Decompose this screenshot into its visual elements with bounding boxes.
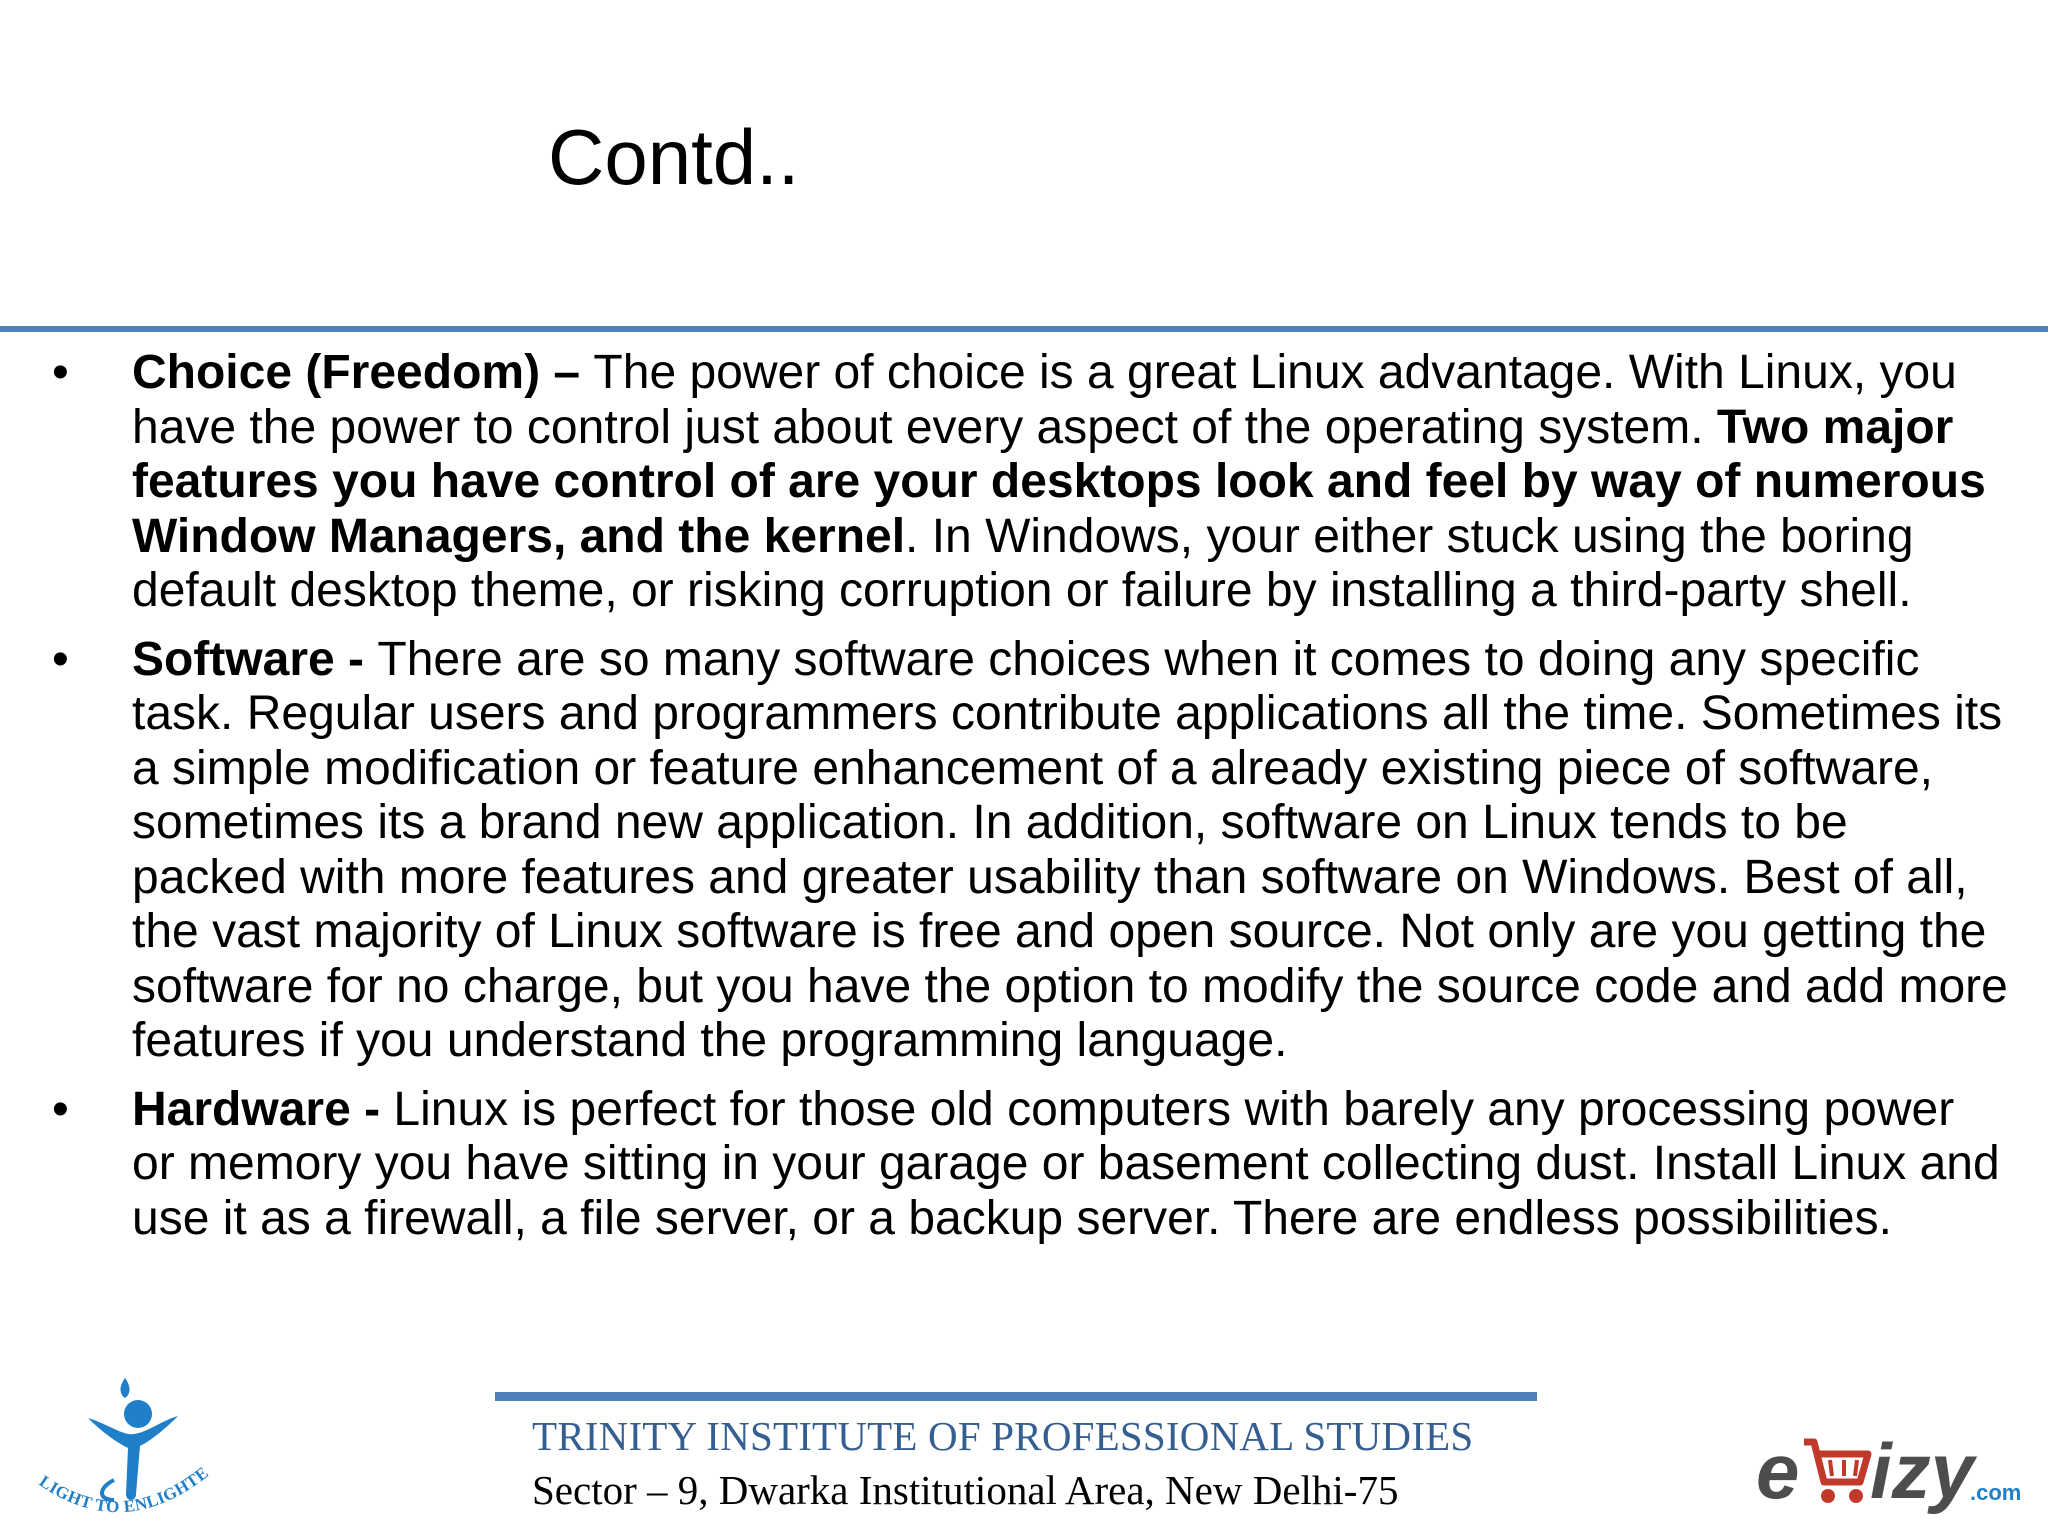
bullet-text: The power of choice is a great Linux advantage. With Linux, you have the power to control just about every aspect of the operating system. bbox=[132, 346, 1957, 454]
svg-text:LIGHT TO ENLIGHTEN bbox=[28, 1376, 212, 1516]
bullet-item bbox=[48, 346, 2008, 619]
logo-suffix: .com bbox=[1970, 1480, 2022, 1505]
bullet-text: Linux is perfect for those old computers with barely any processing power or memory you have sitting in your garage or basement collecting dust. Install Linux and use it as a firewall, a file server, or a backup server. There are endless possibilities. bbox=[132, 1082, 2000, 1245]
bullet-bold-text: Hardware - bbox=[132, 1082, 394, 1136]
slide-title: Contd.. bbox=[548, 113, 800, 201]
bullet-marker: • bbox=[52, 346, 69, 399]
logo-motto: LIGHT TO ENLIGHTE bbox=[35, 1462, 213, 1517]
bullet-marker: • bbox=[52, 1082, 69, 1136]
bullet-item bbox=[48, 1083, 2008, 1247]
cart-icon bbox=[1804, 1442, 1868, 1503]
logo-text-left: e bbox=[1756, 1427, 1800, 1515]
bullet-bold-text: Choice (Freedom) – bbox=[132, 346, 594, 399]
institute-address: Sector – 9, Dwarka Institutional Area, New Delhi-75 bbox=[532, 1467, 1399, 1513]
logo-text-right: izy bbox=[1870, 1427, 1975, 1515]
bullet-bold-text: Software - bbox=[132, 632, 378, 686]
bullet-marker: • bbox=[52, 632, 69, 686]
bullet-bold-text: Two major features you have control of are your desktops look and feel by way of numerous Window Managers, and the kernel bbox=[132, 400, 1986, 563]
bullet-list bbox=[48, 346, 2008, 1260]
institute-name: TRINITY INSTITUTE OF PROFESSIONAL STUDIES bbox=[532, 1413, 1474, 1459]
lamp-figure-icon bbox=[28, 1376, 218, 1526]
bullet-item bbox=[48, 633, 2008, 1069]
bullet-text: . In Windows, your either stuck using the boring default desktop theme, or risking corruption or failure by installing a third-party shell. bbox=[132, 509, 1914, 617]
institute-logo bbox=[28, 1376, 218, 1526]
title-divider bbox=[0, 326, 2048, 332]
bullet-text: There are so many software choices when it comes to doing any specific task. Regular users and programmers contribute applications all the time. Sometimes its a simple modification or feature enhancement of a already existing piece of software, sometimes its a brand new application. In addition, software on Linux tends to be packed with more features and greater usability than software on Windows. Best of all, the vast majority of Linux software is free and open source. Not only are you getting the software for no charge, but you have the option to modify the source code and add more features if you understand the programming language. bbox=[132, 632, 2008, 1067]
ezy-logo bbox=[1752, 1420, 2022, 1520]
footer-divider bbox=[495, 1392, 1537, 1401]
